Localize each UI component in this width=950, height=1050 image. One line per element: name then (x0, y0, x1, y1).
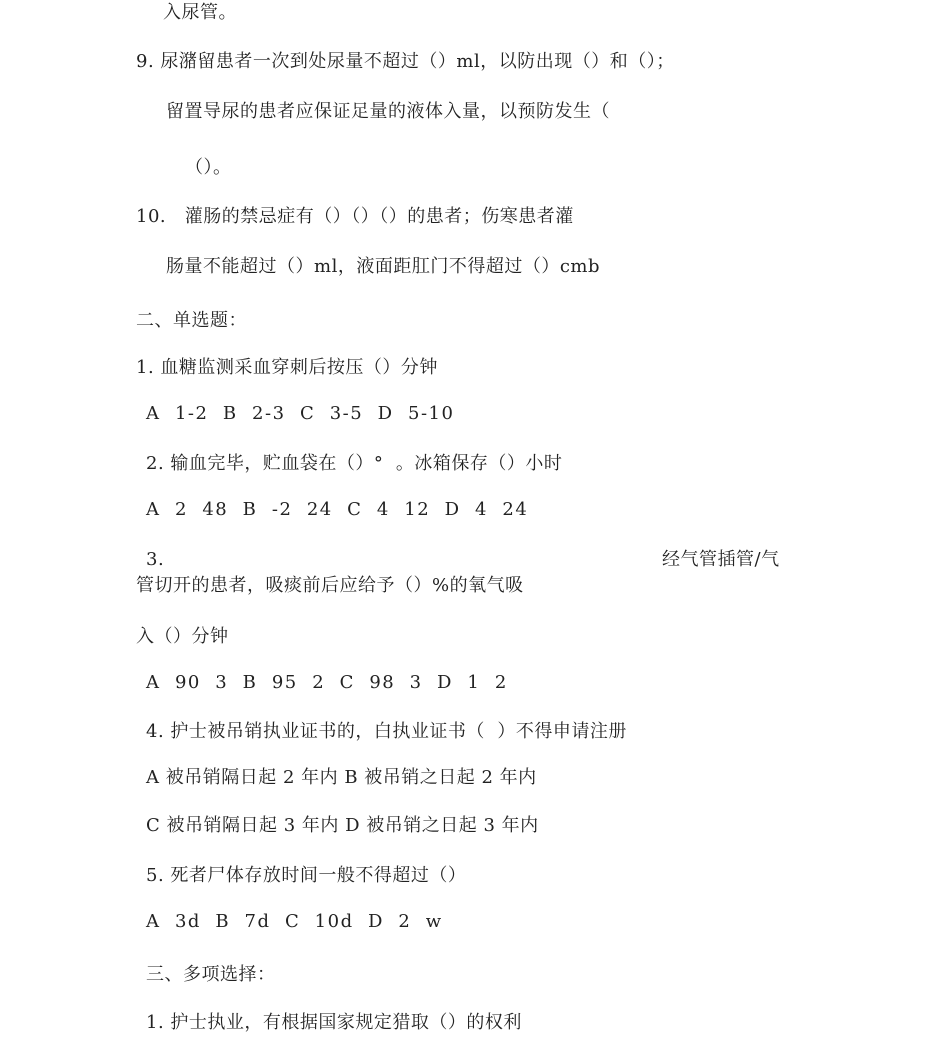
options-line: A 3d B 7d C 10d D 2 w (146, 911, 443, 932)
single-choice-3-text: 经气管插管/气 (662, 549, 780, 570)
options-line: C 被吊销隔日起 3 年内 D 被吊销之日起 3 年内 (146, 815, 539, 836)
question-9: 9. 尿潴留患者一次到处尿量不超过（）ml，以防出现（）和（）； (136, 51, 675, 72)
text-line: 入（）分钟 (136, 626, 229, 647)
single-choice-1: 1. 血糖监测采血穿刺后按压（）分钟 (136, 357, 438, 378)
single-choice-5: 5. 死者尸体存放时间一般不得超过（） (146, 865, 467, 886)
single-choice-3-number: 3. (146, 549, 165, 570)
question-10: 10. 灌肠的禁忌症有（）（）（）的患者；伤寒患者灌 (136, 206, 574, 227)
text-line: 管切开的患者，吸痰前后应给予（）%的氧气吸 (136, 575, 524, 596)
text-line: （）。 (185, 157, 232, 178)
options-line: A 1-2 B 2-3 C 3-5 D 5-10 (146, 403, 455, 424)
options-line: A 90 3 B 95 2 C 98 3 D 1 2 (146, 672, 508, 693)
text-line: 入尿管。 (163, 2, 237, 23)
single-choice-2: 2. 输血完毕，贮血袋在（）° 。冰箱保存（）小时 (146, 453, 563, 474)
single-choice-4: 4. 护士被吊销执业证书的，白执业证书（ ）不得申请注册 (146, 721, 627, 742)
section-heading: 二、单选题： (136, 310, 247, 331)
multi-choice-1: 1. 护士执业，有根据国家规定猎取（）的权利 (146, 1012, 522, 1033)
text-line: 肠量不能超过（）ml，液面距肛门不得超过（）cmb (166, 256, 600, 277)
section-heading: 三、多项选择： (146, 964, 276, 985)
options-line: A 被吊销隔日起 2 年内 B 被吊销之日起 2 年内 (146, 767, 537, 788)
options-line: A 2 48 B -2 24 C 4 12 D 4 24 (146, 499, 529, 520)
text-line: 留置导尿的患者应保证足量的液体入量，以预防发生（ (166, 101, 610, 122)
